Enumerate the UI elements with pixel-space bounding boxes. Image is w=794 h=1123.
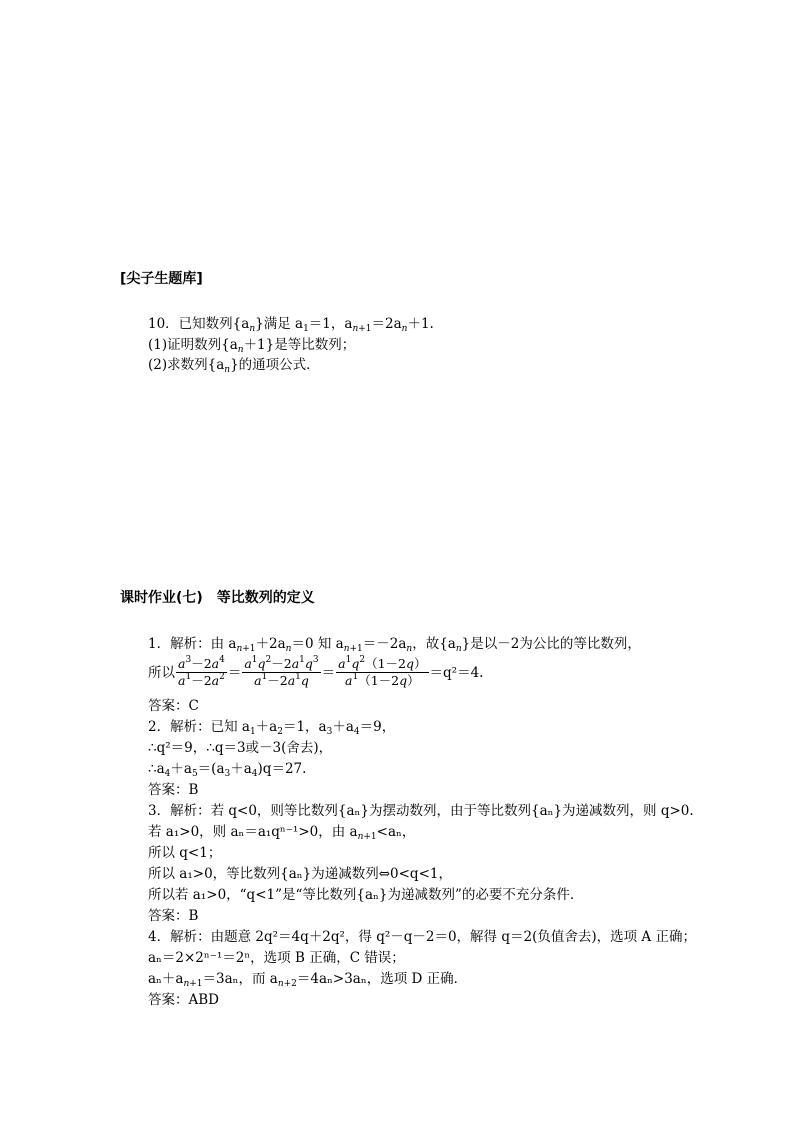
- solution-2-line-2: ∴q²＝9，∴q＝3或－3(舍去)，: [148, 740, 333, 756]
- answer-4: 答案：ABD: [148, 992, 219, 1008]
- solution-3-line-3: 所以 q<1；: [148, 845, 222, 861]
- solution-3-line-5: 所以若 a₁>0，“q<1”是“等比数列{aₙ}为递减数列”的必要不充分条件．: [148, 887, 584, 903]
- solution-3-line-2: 若 a₁>0，则 aₙ＝a₁qⁿ⁻¹>0，由 $a_{n+1}<a_n$，: [148, 824, 416, 842]
- answer-1: 答案：C: [148, 698, 199, 714]
- solution-4-line-1: 4．解析：由题意 2q²＝4q＋2q²，得 q²－q－2＝0，解得 q＝2(负值舍去)，选项 A 正确；: [148, 929, 696, 945]
- solution-4-line-3: $a_n+a_{n+1}=3a_n$，而 $a_{n+2}=4a_n>3a_n$，选项 D 正确．: [148, 971, 468, 989]
- solution-3-line-1: 3．解析：若 q<0，则等比数列{aₙ}为摆动数列，由于等比数列{aₙ}为递减数列，则 q>0.: [148, 803, 694, 819]
- question-10: 10．已知数列$\{a_n\}$满足 $a_1=1$，$a_{n+1}=2a_n+1$.: [148, 316, 434, 334]
- fraction-2: $\frac{a^1q^2-2a^1q^3}{a^1-2a^1q}$: [244, 655, 319, 688]
- fraction-3: $\frac{a^1q^2(1-2q)}{a^1(1-2q)}$: [338, 655, 427, 688]
- solution-1-line-1: 1．解析：由 $a_{n+1}+2a_n=0$ 知 $a_{n+1}=-2a_n$，故$\{a_n\}$是以－2为公比的等比数列，: [148, 636, 641, 654]
- section-heading-homework: 课时作业(七) 等比数列的定义: [120, 590, 315, 606]
- solution-1-fraction-line: 所以 $\frac{a^3-2a^4}{a^1-2a^2}$ ＝ $\frac{a^1q^2-2a^1q^3}{a^1-2a^1q}$ ＝ $\frac{a^1q^2(1-2q)}{a^1(1-2q)}$ ＝q²＝4.: [148, 655, 484, 688]
- solution-4-line-2: aₙ＝2×2ⁿ⁻¹＝2ⁿ，选项 B 正确，C 错误；: [148, 950, 405, 966]
- solution-2-line-1: 2．解析：已知 $a_1+a_2=1$，$a_3+a_4=9$，: [148, 719, 396, 737]
- answer-3: 答案：B: [148, 908, 199, 924]
- question-10-part-2: (2)求数列$\{a_n\}$的通项公式．: [148, 357, 320, 375]
- fraction-1: $\frac{a^3-2a^4}{a^1-2a^2}$: [178, 655, 225, 688]
- question-10-part-1: (1)证明数列$\{a_n+1\}$是等比数列；: [148, 337, 356, 355]
- solution-3-line-4: 所以 a₁>0，等比数列{aₙ}为递减数列⇔0<q<1，: [148, 866, 452, 882]
- section-heading-bank: [尖子生题库]: [120, 271, 203, 287]
- solution-2-line-3: $\therefore a_4+a_5=(a_3+a_4)q=27$.: [148, 761, 307, 779]
- answer-2: 答案：B: [148, 782, 199, 798]
